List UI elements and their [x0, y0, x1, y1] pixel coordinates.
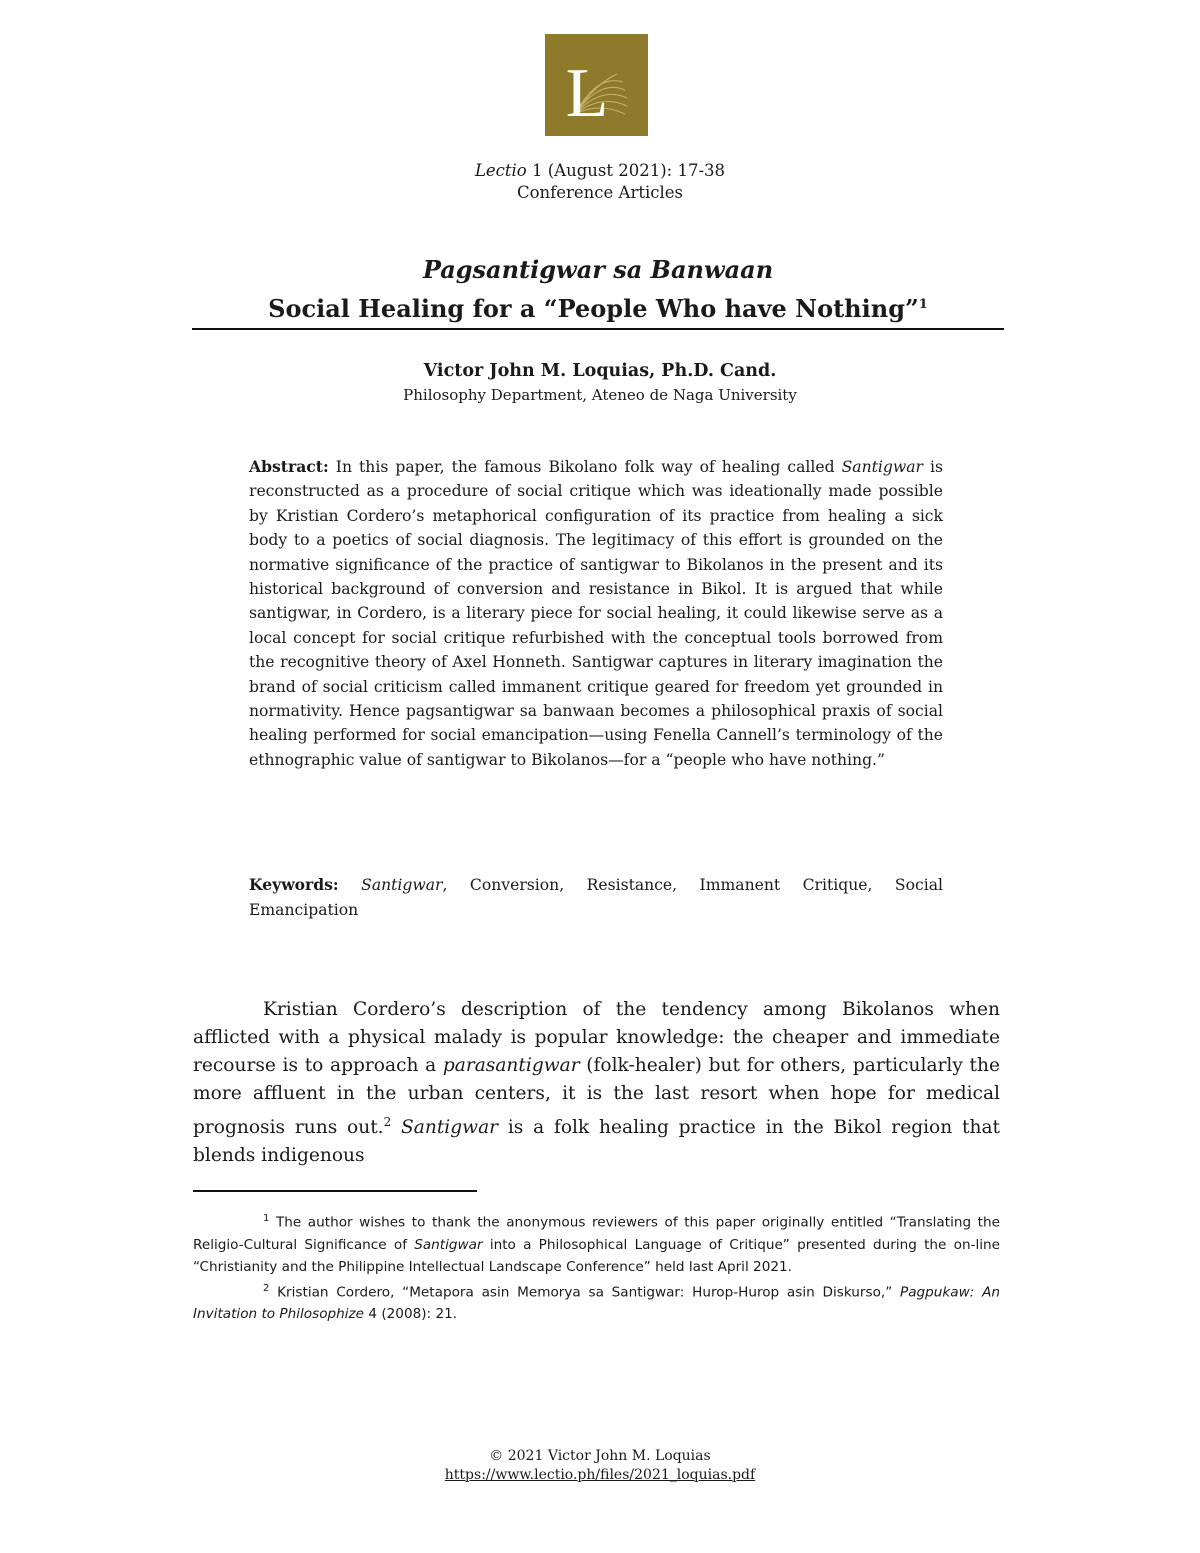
footnote-2-mark: 2 — [263, 1282, 270, 1294]
footnote-1-term: Santigwar — [414, 1236, 483, 1253]
footnote-2-text-1: Kristian Cordero, “Metapora asin Memorya sa Santigwar: Hurop-Hurop asin Diskurso,” — [269, 1284, 901, 1301]
footnote-1 — [193, 1208, 1000, 1278]
copyright-notice: © 2021 Victor John M. Loquias — [489, 1448, 711, 1464]
journal-citation — [0, 160, 1200, 204]
footnote-2 — [193, 1278, 1000, 1326]
title-line-1: Pagsantigwar sa Banwaan — [422, 255, 774, 284]
abstract-term: Santigwar — [841, 458, 923, 476]
footnote-1-text-2: into a Philosophical Language of Critique” presented during the on-line “Christianity and the Philippine Intellectual Landscape Conference” held last April 2021. — [193, 1236, 1000, 1275]
footnote-1-text-1: The author wishes to thank the anonymous reviewers of this paper originally entitled “Translating the Religio-Cultural Significance of — [193, 1214, 1000, 1253]
footnote-2-source: Pagpukaw: An Invitation to Philosophize — [193, 1284, 1000, 1323]
journal-issue: 1 (August 2021): 17-38 — [526, 161, 726, 180]
abstract-text-1: In this paper, the famous Bikolano folk way of healing called — [328, 458, 842, 476]
book-letter-logo-icon — [545, 34, 648, 136]
author-name: Victor John M. Loquias, Ph.D. Cand. — [423, 361, 777, 381]
body-term-2: Santigwar — [401, 1117, 499, 1139]
keyword-first: Santigwar — [361, 876, 443, 894]
title-footnote-mark: 1 — [918, 297, 928, 312]
body-text-3: is a folk healing practice in the Bikol region that blends indigenous — [193, 1117, 1000, 1167]
title-line-2-text: Social Healing for a “People Who have Nothing” — [268, 294, 919, 323]
body-text-1: Kristian Cordero’s description of the tendency among Bikolanos when afflicted with a physical malady is popular knowledge: the cheaper and immediate recourse is to approach a — [193, 999, 1000, 1076]
abstract-text-2: is reconstructed as a procedure of social critique which was ideationally made possible by Kristian Cordero’s metaphorical configuration of its practice from healing a sick body to a poetics of social diagnosis. The legitimacy of this effort is grounded on the normative significance of the practice of santigwar to Bikolanos in the present and its historical background of conversion and resistance in Bikol. It is argued that while santigwar, in Cordero, is a literary piece for social healing, it could likewise serve as a local concept for social critique refurbished with the conceptual tools borrowed from the recognitive theory of Axel Honneth. Santigwar captures in literary imagination the brand of social criticism called immanent critique geared for freedom yet grounded in normativity. Hence pagsantigwar sa banwaan becomes a philosophical praxis of social healing performed for social emancipation—using Fenella Cannell’s terminology of the ethnographic value of santigwar to Bikolanos—for a “people who have nothing.” — [249, 458, 943, 769]
body-term-1: parasantigwar — [442, 1055, 580, 1076]
footnote-divider — [193, 1190, 477, 1192]
keywords-label: Keywords: — [249, 875, 339, 894]
body-text-2: (folk-healer) but for others, particularly the more affluent in the urban centers, it is the last resort when hope for medical prognosis runs out. — [193, 1055, 1000, 1139]
journal-section: Conference Articles — [516, 183, 684, 202]
journal-logo — [545, 34, 648, 136]
title-divider — [192, 328, 1004, 330]
footnote-2-text-2: 4 (2008): 21. — [364, 1306, 458, 1323]
page-footer — [0, 1447, 1200, 1485]
abstract — [249, 455, 943, 772]
body-footnote-mark: 2 — [383, 1115, 392, 1129]
footnote-1-mark: 1 — [263, 1213, 270, 1224]
keywords — [249, 872, 943, 923]
svg-text:L: L — [565, 55, 609, 132]
journal-issue-line — [0, 160, 1200, 182]
title-line-2 — [192, 287, 1004, 327]
author-affiliation: Philosophy Department, Ateneo de Naga University — [403, 386, 797, 404]
author-block — [0, 358, 1200, 406]
keywords-rest: , Conversion, Resistance, Immanent Critique, Social Emancipation — [249, 876, 943, 919]
article-title — [192, 253, 1004, 327]
article-url-link[interactable]: https://www.lectio.ph/files/2021_loquias.pdf — [444, 1467, 756, 1483]
body-paragraph — [193, 996, 1000, 1170]
abstract-label: Abstract: — [249, 457, 329, 476]
journal-name: Lectio — [474, 161, 527, 180]
footnotes — [193, 1208, 1000, 1325]
